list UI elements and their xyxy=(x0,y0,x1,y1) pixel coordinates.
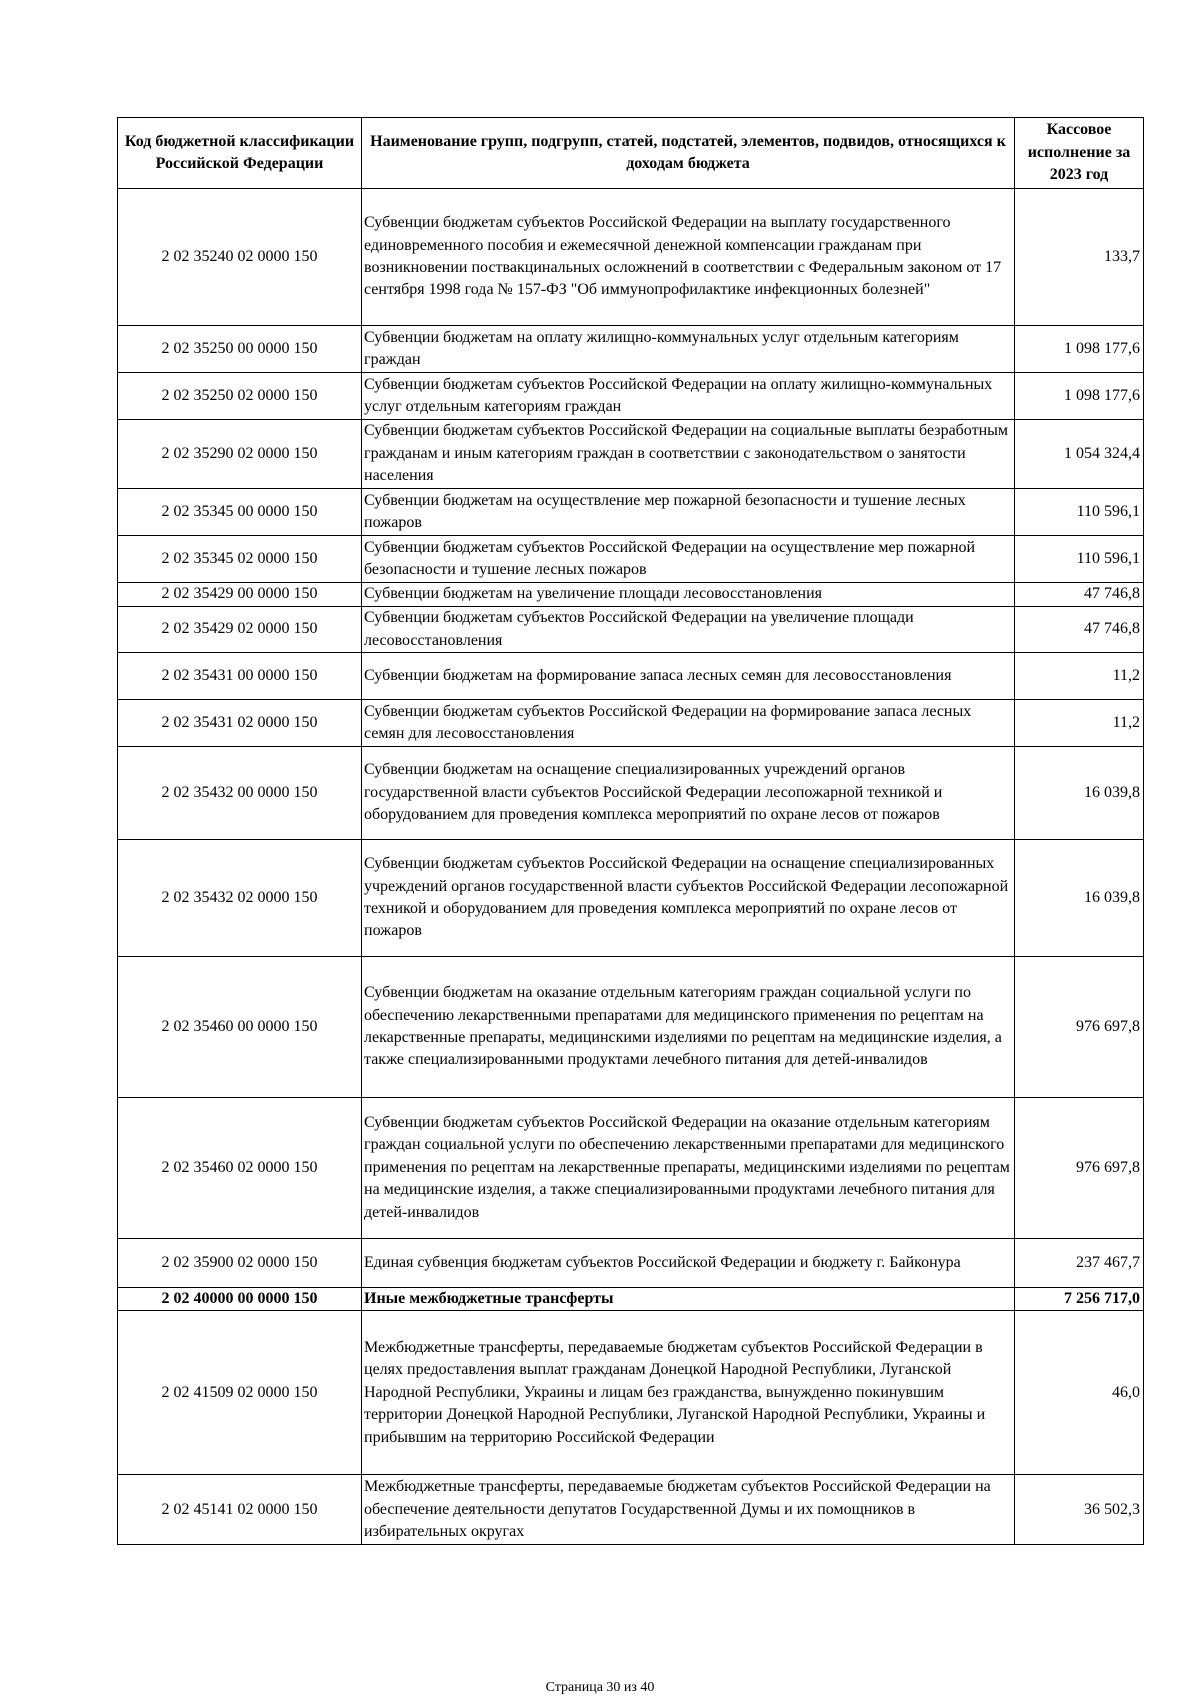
row-name: Субвенции бюджетам на оказание отдельным категориям граждан социальной услуги по обеспечению лекарственными препаратами для медицинского применения по рецептам на лекарственные препараты, медицинскими изделиями по рецептам на медицинские изделия, а также специализированными продуктами лечебного питания для детей-инвалидов xyxy=(362,957,1015,1098)
row-name: Субвенции бюджетам субъектов Российской Федерации на социальные выплаты безработным гражданам и иным категориям граждан в соответствии с законодательством о занятости населения xyxy=(362,420,1015,489)
table-row xyxy=(118,583,1144,607)
row-name: Межбюджетные трансферты, передаваемые бюджетам субъектов Российской Федерации в целях предоставления выплат гражданам Донецкой Народной Республики, Луганской Народной Республики, Украины и лицам без гражданства, вынужденно покинувшим территории Донецкой Народной Республики, Луганской Народной Республики, Украины и прибывшим на территорию Российской Федерации xyxy=(362,1311,1015,1475)
row-code: 2 02 35240 02 0000 150 xyxy=(118,189,362,326)
row-amount: 976 697,8 xyxy=(1015,957,1144,1098)
row-name: Субвенции бюджетам субъектов Российской Федерации на выплату государственного единовременного пособия и ежемесячной денежной компенсации гражданам при возникновении поствакцинальных осложнений в соответствии с Федеральным законом от 17 сентября 1998 года № 157-ФЗ "Об иммунопрофилактике инфекционных болезней" xyxy=(362,189,1015,326)
row-code: 2 02 35432 00 0000 150 xyxy=(118,747,362,840)
table-header-row xyxy=(118,118,1144,189)
row-code: 2 02 35431 00 0000 150 xyxy=(118,653,362,700)
row-name: Субвенции бюджетам субъектов Российской Федерации на осуществление мер пожарной безопасности и тушение лесных пожаров xyxy=(362,536,1015,583)
row-amount: 47 746,8 xyxy=(1015,607,1144,653)
header-amount: Кассовое исполнение за 2023 год xyxy=(1015,118,1144,189)
row-code: 2 02 35429 02 0000 150 xyxy=(118,607,362,653)
row-name: Межбюджетные трансферты, передаваемые бюджетам субъектов Российской Федерации на обеспечение деятельности депутатов Государственной Думы и их помощников в избирательных округах xyxy=(362,1475,1015,1545)
row-name: Субвенции бюджетам на увеличение площади лесовосстановления xyxy=(362,583,1015,607)
row-name: Субвенции бюджетам субъектов Российской Федерации на оказание отдельным категориям граждан социальной услуги по обеспечению лекарственными препаратами для медицинского применения по рецептам на лекарственные препараты, медицинскими изделиями по рецептам на медицинские изделия, а также специализированными продуктами лечебного питания для детей-инвалидов xyxy=(362,1098,1015,1239)
table-row xyxy=(118,326,1144,373)
row-code: 2 02 35432 02 0000 150 xyxy=(118,840,362,957)
table-row xyxy=(118,700,1144,747)
row-amount: 1 098 177,6 xyxy=(1015,373,1144,420)
row-amount: 36 502,3 xyxy=(1015,1475,1144,1545)
row-amount: 46,0 xyxy=(1015,1311,1144,1475)
row-code: 2 02 35250 02 0000 150 xyxy=(118,373,362,420)
row-name: Субвенции бюджетам на формирование запаса лесных семян для лесовосстановления xyxy=(362,653,1015,700)
row-amount: 11,2 xyxy=(1015,653,1144,700)
table-row xyxy=(118,957,1144,1098)
row-amount: 237 467,7 xyxy=(1015,1239,1144,1288)
row-code: 2 02 35250 00 0000 150 xyxy=(118,326,362,373)
table-row-section-total xyxy=(118,1288,1144,1311)
row-amount: 133,7 xyxy=(1015,189,1144,326)
row-amount: 976 697,8 xyxy=(1015,1098,1144,1239)
row-code: 2 02 35345 02 0000 150 xyxy=(118,536,362,583)
row-code: 2 02 35460 00 0000 150 xyxy=(118,957,362,1098)
row-amount: 16 039,8 xyxy=(1015,747,1144,840)
row-code: 2 02 41509 02 0000 150 xyxy=(118,1311,362,1475)
row-amount: 1 098 177,6 xyxy=(1015,326,1144,373)
table-row xyxy=(118,1239,1144,1288)
table-row xyxy=(118,653,1144,700)
row-code: 2 02 35429 00 0000 150 xyxy=(118,583,362,607)
table-row xyxy=(118,1475,1144,1545)
table-row xyxy=(118,536,1144,583)
table-row xyxy=(118,489,1144,536)
table-row xyxy=(118,607,1144,653)
row-code: 2 02 35900 02 0000 150 xyxy=(118,1239,362,1288)
header-name: Наименование групп, подгрупп, статей, подстатей, элементов, подвидов, относящихся к доходам бюджета xyxy=(362,118,1015,189)
row-amount: 110 596,1 xyxy=(1015,489,1144,536)
row-amount: 1 054 324,4 xyxy=(1015,420,1144,489)
row-code: 2 02 45141 02 0000 150 xyxy=(118,1475,362,1545)
budget-revenue-table xyxy=(117,117,1144,1545)
table-row xyxy=(118,373,1144,420)
row-name: Субвенции бюджетам на осуществление мер пожарной безопасности и тушение лесных пожаров xyxy=(362,489,1015,536)
row-name: Субвенции бюджетам субъектов Российской Федерации на оплату жилищно-коммунальных услуг отдельным категориям граждан xyxy=(362,373,1015,420)
row-amount: 47 746,8 xyxy=(1015,583,1144,607)
table-row xyxy=(118,1098,1144,1239)
table-row xyxy=(118,747,1144,840)
row-name: Субвенции бюджетам на оснащение специализированных учреждений органов государственной власти субъектов Российской Федерации лесопожарной техникой и оборудованием для проведения комплекса мероприятий по охране лесов от пожаров xyxy=(362,747,1015,840)
header-code: Код бюджетной классификации Российской Федерации xyxy=(118,118,362,189)
row-code: 2 02 35431 02 0000 150 xyxy=(118,700,362,747)
row-amount: 11,2 xyxy=(1015,700,1144,747)
row-amount: 16 039,8 xyxy=(1015,840,1144,957)
row-name: Субвенции бюджетам субъектов Российской Федерации на оснащение специализированных учреждений органов государственной власти субъектов Российской Федерации лесопожарной техникой и оборудованием для проведения комплекса мероприятий по охране лесов от пожаров xyxy=(362,840,1015,957)
page-number: Страница 30 из 40 xyxy=(545,1680,655,1695)
table-row xyxy=(118,1311,1144,1475)
row-name: Иные межбюджетные трансферты xyxy=(362,1288,1015,1311)
row-code: 2 02 35290 02 0000 150 xyxy=(118,420,362,489)
row-name: Субвенции бюджетам субъектов Российской Федерации на формирование запаса лесных семян для лесовосстановления xyxy=(362,700,1015,747)
row-amount: 110 596,1 xyxy=(1015,536,1144,583)
row-name: Субвенции бюджетам субъектов Российской Федерации на увеличение площади лесовосстановления xyxy=(362,607,1015,653)
row-amount: 7 256 717,0 xyxy=(1015,1288,1144,1311)
row-code: 2 02 35345 00 0000 150 xyxy=(118,489,362,536)
row-code: 2 02 35460 02 0000 150 xyxy=(118,1098,362,1239)
table-row xyxy=(118,189,1144,326)
table-row xyxy=(118,840,1144,957)
row-name: Субвенции бюджетам на оплату жилищно-коммунальных услуг отдельным категориям граждан xyxy=(362,326,1015,373)
row-code: 2 02 40000 00 0000 150 xyxy=(118,1288,362,1311)
row-name: Единая субвенция бюджетам субъектов Российской Федерации и бюджету г. Байконура xyxy=(362,1239,1015,1288)
table-row xyxy=(118,420,1144,489)
